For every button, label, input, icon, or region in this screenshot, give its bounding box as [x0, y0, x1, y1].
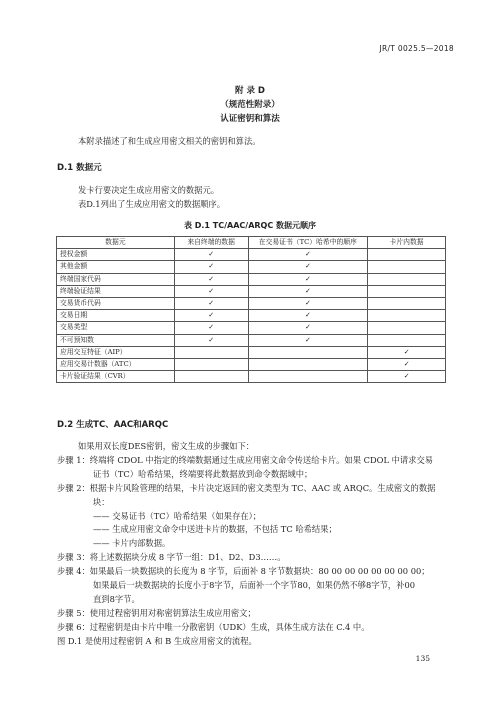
- cell-card-check: [368, 310, 446, 322]
- cell-terminal-check: ✓: [174, 249, 248, 261]
- header-card-data: 卡片内数据: [368, 237, 446, 249]
- cell-card-check: [368, 334, 446, 346]
- cell-data-element: 交易货币代码: [57, 297, 175, 309]
- cell-terminal-check: [174, 346, 248, 358]
- cell-tc-check: ✓: [248, 310, 368, 322]
- cell-tc-check: ✓: [248, 322, 368, 334]
- section-d2-line: 块：: [93, 496, 110, 507]
- cell-tc-check: [248, 346, 368, 358]
- cell-tc-check: ✓: [248, 285, 368, 297]
- section-d2-line: 如果最后一块数据块的长度小于8字节，后面补一个字节80，如果仍然不够8字节，补00: [93, 580, 416, 590]
- table-row: [57, 261, 446, 273]
- appendix-subtitle: 认证密钥和算法: [220, 114, 280, 124]
- section-d2-line: 步骤 6：过程密钥是由卡片中唯一分散密钥（UDK）生成，具体生成方法在 C.4 中。: [57, 621, 370, 632]
- cell-terminal-check: ✓: [174, 322, 248, 334]
- cell-data-element: 终端验证结果: [57, 285, 175, 297]
- header-tc-hash-order: 在交易证书（TC）哈希中的顺序: [248, 237, 368, 249]
- cell-card-check: [368, 322, 446, 334]
- cell-terminal-check: ✓: [174, 334, 248, 346]
- cell-card-check: [368, 297, 446, 309]
- table-row: [57, 297, 446, 309]
- table-row: [57, 285, 446, 297]
- cell-card-check: [368, 285, 446, 297]
- cell-card-check: ✓: [368, 358, 446, 370]
- section-d2-line: 步骤 4：如果最后一块数据块的长度为 8 字节，后面补 8 字节数据块：80 00 00 00 00 00 00 00；: [57, 566, 430, 577]
- section-d2-line: 图 D.1 是使用过程密钥 A 和 B 生成应用密文的流程。: [57, 635, 257, 646]
- cell-terminal-check: ✓: [174, 285, 248, 297]
- cell-card-check: ✓: [368, 346, 446, 358]
- appendix-type: （规范性附录）: [220, 100, 280, 110]
- cell-data-element: 应用交易计数器（ATC）: [57, 358, 175, 370]
- table-header-row: [57, 237, 446, 249]
- cell-tc-check: ✓: [248, 297, 368, 309]
- table-row: [57, 310, 446, 322]
- cell-card-check: [368, 249, 446, 261]
- intro-paragraph: 本附录描述了和生成应用密文相关的密钥和算法。: [78, 136, 261, 146]
- table-row: [57, 334, 446, 346]
- cell-tc-check: ✓: [248, 273, 368, 285]
- cell-terminal-check: ✓: [174, 310, 248, 322]
- cell-terminal-check: ✓: [174, 273, 248, 285]
- cell-terminal-check: [174, 371, 248, 383]
- cell-data-element: 其他金额: [57, 261, 175, 273]
- data-element-table: [56, 236, 446, 383]
- section-d1-paragraph-2: 表D.1列出了生成应用密文的数据顺序。: [78, 199, 226, 209]
- section-d2-line: —— 生成应用密文命令中送进卡片的数据，不包括 TC 哈希结果；: [93, 524, 337, 535]
- table-caption: 表 D.1 TC/AAC/ARQC 数据元顺序: [183, 221, 317, 230]
- cell-data-element: 交易类型: [57, 322, 175, 334]
- section-d2-line: —— 卡片内部数据。: [93, 538, 171, 549]
- section-d2-line: 步骤 1：终端将 CDOL 中指定的终端数据通过生成应用密文命令传送给卡片。如果 CDOL 中请求交易: [57, 454, 434, 465]
- table-row: [57, 371, 446, 383]
- cell-tc-check: ✓: [248, 334, 368, 346]
- section-d2-line: 直到8字节。: [93, 593, 140, 604]
- table-row: [57, 358, 446, 370]
- cell-data-element: 终端国家代码: [57, 273, 175, 285]
- section-d2-line: 证书（TC）哈希结果，终端要将此数据放到命令数据域中；: [93, 468, 313, 479]
- page-number: 135: [415, 654, 430, 663]
- table-row: [57, 249, 446, 261]
- section-d2-line: —— 交易证书（TC）哈希结果（如果存在）；: [93, 510, 262, 521]
- cell-card-check: [368, 261, 446, 273]
- cell-tc-check: [248, 358, 368, 370]
- header-terminal-data: 来自终端的数据: [174, 237, 248, 249]
- section-d2-heading: D.2 生成TC、AAC和ARQC: [57, 420, 169, 430]
- standard-number: JR/T 0025.5—2018: [379, 44, 454, 53]
- cell-data-element: 卡片验证结果（CVR）: [57, 371, 175, 383]
- cell-tc-check: ✓: [248, 261, 368, 273]
- cell-data-element: 不可预知数: [57, 334, 175, 346]
- cell-tc-check: ✓: [248, 249, 368, 261]
- table-row: [57, 273, 446, 285]
- cell-card-check: ✓: [368, 371, 446, 383]
- section-d2-line: 步骤 5：使用过程密钥用对称密钥算法生成应用密文；: [57, 607, 256, 618]
- cell-tc-check: [248, 371, 368, 383]
- appendix-title: 附 录 D: [235, 86, 265, 96]
- cell-data-element: 交易日期: [57, 310, 175, 322]
- cell-card-check: [368, 273, 446, 285]
- cell-data-element: 应用交互特征（AIP）: [57, 346, 175, 358]
- cell-terminal-check: ✓: [174, 261, 248, 273]
- table-row: [57, 346, 446, 358]
- cell-data-element: 授权金额: [57, 249, 175, 261]
- header-data-element: 数据元: [57, 237, 175, 249]
- cell-terminal-check: [174, 358, 248, 370]
- section-d2-line: 如果用双长度DES密钥，密文生成的步骤如下：: [78, 441, 255, 451]
- section-d1-paragraph-1: 发卡行要决定生成应用密文的数据元。: [78, 185, 220, 195]
- section-d1-heading: D.1 数据元: [57, 163, 102, 173]
- cell-terminal-check: ✓: [174, 297, 248, 309]
- section-d2-line: 步骤 2：根据卡片风险管理的结果，卡片决定返回的密文类型为 TC、AAC 或 ARQC。生成密文的数据: [57, 482, 436, 493]
- section-d2-line: 步骤 3：将上述数据块分成 8 字节一组：D1、D2、D3……。: [57, 552, 286, 563]
- table-row: [57, 322, 446, 334]
